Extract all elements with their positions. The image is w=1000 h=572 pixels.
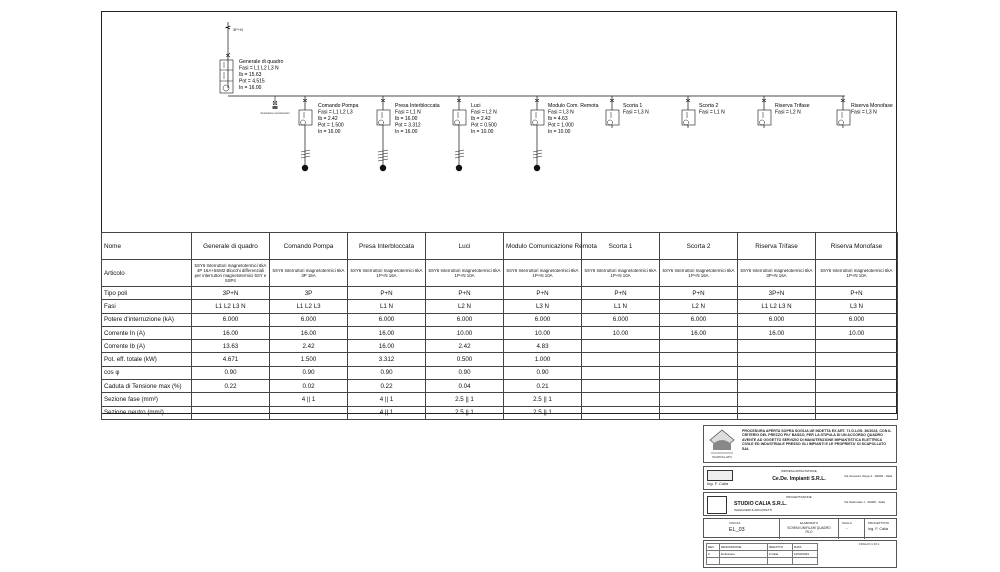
circuit-line: Pot = 3.312 bbox=[395, 122, 421, 129]
table-cell bbox=[738, 406, 816, 419]
table-cell bbox=[738, 340, 816, 353]
table-cell: P+N bbox=[426, 287, 504, 300]
tavola-value: EL_03 bbox=[729, 527, 745, 533]
row-label: Articolo bbox=[102, 260, 192, 287]
supply-label: 3F+N bbox=[233, 27, 243, 32]
table-cell: 0.21 bbox=[504, 380, 582, 393]
circuit-line: In = 16.00 bbox=[318, 129, 341, 135]
circuit-line: Fasi = L2 N bbox=[471, 109, 497, 116]
title-block-contractor bbox=[703, 466, 897, 490]
table-cell: 1.500 bbox=[270, 353, 348, 366]
circuit-line: Fasi = L3 N bbox=[851, 109, 877, 116]
table-cell: L1 L2 L3 N bbox=[192, 300, 270, 313]
row-label: Corrente In (A) bbox=[102, 326, 192, 339]
table-cell: L1 N bbox=[348, 300, 426, 313]
rev-cell bbox=[793, 558, 818, 565]
surge-arrester-label: Scaricatore sovratensioni bbox=[260, 112, 290, 115]
circuit-line: Fasi = L1 N bbox=[699, 109, 725, 116]
table-cell: 0.90 bbox=[348, 366, 426, 379]
table-cell bbox=[816, 380, 898, 393]
row-label: Tipo poli bbox=[102, 287, 192, 300]
row-label: Pot. eff. totale (kW) bbox=[102, 353, 192, 366]
designer-subtitle: INGEGNERI & ARCHITETTI bbox=[734, 508, 773, 512]
row-label: Potere d'interruzione (kA) bbox=[102, 313, 192, 326]
circuit-line: In = 10.00 bbox=[471, 129, 494, 135]
table-cell: 4 || 1 bbox=[348, 393, 426, 406]
table-cell: 0.90 bbox=[504, 366, 582, 379]
title-block-revisions bbox=[703, 540, 897, 568]
table-cell: 2.5 || 1 bbox=[504, 393, 582, 406]
table-row bbox=[102, 340, 898, 353]
table-cell: L2 N bbox=[660, 300, 738, 313]
table-cell: 0.500 bbox=[426, 353, 504, 366]
circuit-line: Pot = 0.500 bbox=[471, 122, 497, 129]
table-row bbox=[102, 326, 898, 339]
revision-table bbox=[706, 543, 818, 565]
table-cell bbox=[660, 340, 738, 353]
designer-role: PROGETTAZIONE bbox=[786, 495, 812, 499]
table-cell: 0.90 bbox=[270, 366, 348, 379]
table-cell: 6.000 bbox=[738, 313, 816, 326]
table-cell bbox=[738, 380, 816, 393]
single-line-diagram bbox=[0, 0, 1000, 232]
table-cell: 5SY6 Interruttori magnetotermici 6kA 3P 16A bbox=[270, 260, 348, 287]
scala-value: - bbox=[846, 526, 848, 531]
circuit-line: Fasi = L1 N bbox=[395, 109, 421, 116]
table-cell bbox=[660, 406, 738, 419]
circuit-name: Comando Pompa bbox=[318, 103, 359, 109]
table-cell: P+N bbox=[660, 287, 738, 300]
rev-cell: 10/03/2024 bbox=[793, 551, 818, 558]
table-cell bbox=[738, 393, 816, 406]
circuit-riserva-trifase bbox=[758, 96, 810, 128]
title-block-sheet-info bbox=[703, 518, 897, 538]
header-label: Nome bbox=[102, 233, 192, 260]
circuit-line: Fasi = L3 N bbox=[548, 109, 574, 116]
row-label: Corrente Ib (A) bbox=[102, 340, 192, 353]
table-header-row bbox=[102, 233, 898, 260]
table-cell: 10.00 bbox=[816, 326, 898, 339]
table-cell: 5SY6 Interruttori magnetotermici 6kA 4P 16A+5SM2 Blocchi differenziali per interruttori magnetotermici 5SY e 5SP4 bbox=[192, 260, 270, 287]
table-cell: 0.02 bbox=[270, 380, 348, 393]
table-cell: L1 L2 L3 N bbox=[738, 300, 816, 313]
table-cell: 1.000 bbox=[504, 353, 582, 366]
table-cell: 16.00 bbox=[192, 326, 270, 339]
main-breaker-name: Generale di quadro bbox=[239, 59, 284, 65]
table-cell bbox=[816, 353, 898, 366]
table-cell bbox=[660, 366, 738, 379]
table-cell bbox=[192, 393, 270, 406]
table-cell: 3P+N bbox=[738, 287, 816, 300]
table-cell: 4 || 1 bbox=[348, 406, 426, 419]
table-cell bbox=[816, 393, 898, 406]
scala-label: SCALA bbox=[842, 521, 852, 525]
table-cell: 6.000 bbox=[270, 313, 348, 326]
table-cell bbox=[660, 380, 738, 393]
row-label: cos φ bbox=[102, 366, 192, 379]
surge-arrester-symbol bbox=[273, 96, 278, 109]
rev-header: REDATTO bbox=[768, 544, 793, 551]
table-cell: L1 N bbox=[582, 300, 660, 313]
row-label: Fasi bbox=[102, 300, 192, 313]
table-cell: 3P bbox=[270, 287, 348, 300]
rev-cell: 0 bbox=[707, 551, 720, 558]
contractor-address: Via Giovanni Verga 4 - 00000 - Italia bbox=[844, 474, 893, 478]
table-cell: 5SY6 Interruttori magnetotermici 6kA 1P+N 16A bbox=[348, 260, 426, 287]
table-row bbox=[102, 393, 898, 406]
table-cell: 5SY6 Interruttori magnetotermici 6kA 3P+N 16A bbox=[738, 260, 816, 287]
table-row bbox=[102, 353, 898, 366]
table-cell: 10.00 bbox=[582, 326, 660, 339]
table-cell bbox=[582, 366, 660, 379]
circuit-luci bbox=[453, 96, 497, 171]
table-cell bbox=[582, 340, 660, 353]
table-cell: 4.83 bbox=[504, 340, 582, 353]
circuit-line: Ib = 2.42 bbox=[318, 116, 338, 122]
table-cell bbox=[270, 406, 348, 419]
table-cell bbox=[816, 340, 898, 353]
rev-header: DATA bbox=[793, 544, 818, 551]
circuit-scorta-2 bbox=[682, 96, 725, 128]
contractor-logo bbox=[707, 470, 733, 481]
column-header: Riserva Trifase bbox=[738, 233, 816, 260]
main-breaker-symbol bbox=[220, 53, 233, 93]
table-cell: P+N bbox=[816, 287, 898, 300]
table-cell: 3.312 bbox=[348, 353, 426, 366]
rev-cell: Emissione bbox=[720, 551, 768, 558]
table-cell: 4 || 1 bbox=[270, 393, 348, 406]
table-cell: 4.671 bbox=[192, 353, 270, 366]
column-header: Generale di quadro bbox=[192, 233, 270, 260]
divider bbox=[838, 519, 839, 539]
table-cell: 2.5 || 1 bbox=[426, 406, 504, 419]
designer-logo bbox=[707, 496, 727, 514]
table-cell bbox=[816, 366, 898, 379]
circuit-line: Fasi = L3 N bbox=[623, 109, 649, 116]
circuit-presa-interbloccata bbox=[377, 96, 440, 171]
table-cell bbox=[582, 406, 660, 419]
table-cell bbox=[738, 366, 816, 379]
rev-cell bbox=[768, 558, 793, 565]
designer-address: Via Nazionale 1 - 00000 - Italia bbox=[844, 500, 885, 504]
table-row bbox=[102, 313, 898, 326]
table-cell: 2.42 bbox=[270, 340, 348, 353]
circuit-line: In = 16.00 bbox=[395, 129, 418, 135]
table-cell: 16.00 bbox=[270, 326, 348, 339]
column-header: Modulo Comunicazione Remota bbox=[504, 233, 582, 260]
table-cell bbox=[816, 406, 898, 419]
contractor-signature: Ing. F. Calia bbox=[707, 481, 729, 486]
table-cell: 5SY6 Interruttori magnetotermici 6kA 1P+N 10A bbox=[504, 260, 582, 287]
table-cell: L2 N bbox=[426, 300, 504, 313]
table-cell: 0.22 bbox=[192, 380, 270, 393]
row-label: Sezione neutro (mm²) bbox=[102, 406, 192, 419]
table-cell: P+N bbox=[582, 287, 660, 300]
row-label: Caduta di Tensione max (%) bbox=[102, 380, 192, 393]
divider bbox=[779, 519, 780, 539]
table-cell: L1 L2 L3 bbox=[270, 300, 348, 313]
circuit-line: In = 10.00 bbox=[548, 129, 571, 135]
column-header: Scorta 1 bbox=[582, 233, 660, 260]
table-cell: L3 N bbox=[504, 300, 582, 313]
column-header: Riserva Monofase bbox=[816, 233, 898, 260]
circuit-line: Ib = 16.00 bbox=[395, 116, 418, 122]
table-cell: 13.63 bbox=[192, 340, 270, 353]
table-cell: L3 N bbox=[816, 300, 898, 313]
circuit-line: Ib = 4.63 bbox=[548, 116, 568, 122]
client-logo-caption: SCAPOLLATO bbox=[712, 455, 732, 459]
rev-cell: F.Calia bbox=[768, 551, 793, 558]
circuit-modulo-com-remota bbox=[531, 96, 599, 171]
circuit-scorta-1 bbox=[606, 96, 649, 128]
table-row bbox=[102, 406, 898, 419]
table-cell: 0.90 bbox=[192, 366, 270, 379]
table-cell: 16.00 bbox=[660, 326, 738, 339]
tavola-label: TAVOLA bbox=[729, 521, 741, 525]
table-cell: 3P+N bbox=[192, 287, 270, 300]
table-cell: 0.04 bbox=[426, 380, 504, 393]
circuit-name: Modulo Com. Remota bbox=[548, 103, 599, 109]
table-cell bbox=[738, 353, 816, 366]
rev-header: REV bbox=[707, 544, 720, 551]
table-body bbox=[102, 287, 898, 420]
table-cell: 2.42 bbox=[426, 340, 504, 353]
table-cell: 6.000 bbox=[816, 313, 898, 326]
table-cell: 5SY6 Interruttori magnetotermici 6kA 1P+N 16A bbox=[660, 260, 738, 287]
title-block-project bbox=[703, 425, 897, 463]
divider bbox=[864, 519, 865, 539]
table-cell: 16.00 bbox=[348, 326, 426, 339]
circuit-line: Ib = 2.42 bbox=[471, 116, 491, 122]
table-cell bbox=[582, 393, 660, 406]
rev-header: DESCRIZIONE bbox=[720, 544, 768, 551]
table-row bbox=[102, 300, 898, 313]
circuit-comando-pompa bbox=[299, 96, 358, 171]
subject-value: SCHEMI UNIFILARI QUADRO FILO bbox=[787, 526, 831, 535]
table-row bbox=[102, 366, 898, 379]
circuit-name: Riserva Monofase bbox=[851, 103, 893, 109]
table-cell bbox=[582, 353, 660, 366]
title-block-designer bbox=[703, 492, 897, 516]
circuit-name: Scorta 1 bbox=[623, 103, 643, 109]
sheet-number: FOGLIO 1 DI 1 bbox=[859, 542, 880, 546]
table-cell bbox=[192, 406, 270, 419]
circuit-name: Presa Interbloccata bbox=[395, 103, 440, 109]
circuit-name: Riserva Trifase bbox=[775, 103, 810, 109]
table-cell: 16.00 bbox=[738, 326, 816, 339]
table-cell bbox=[660, 393, 738, 406]
table-cell: P+N bbox=[504, 287, 582, 300]
main-breaker-line: Fasi = L1 L2 L3 N bbox=[239, 65, 279, 72]
table-cell bbox=[582, 380, 660, 393]
column-header: Comando Pompa bbox=[270, 233, 348, 260]
table-cell: 2.5 || 1 bbox=[504, 406, 582, 419]
contractor-role: IMPRESA APPALTATRICE bbox=[781, 469, 817, 473]
table-row bbox=[102, 287, 898, 300]
column-header: Luci bbox=[426, 233, 504, 260]
circuit-name: Scorta 2 bbox=[699, 103, 719, 109]
circuit-name: Luci bbox=[471, 103, 481, 109]
rev-cell bbox=[720, 558, 768, 565]
circuit-line: Pot = 1.000 bbox=[548, 122, 574, 129]
table-cell: 2.5 || 1 bbox=[426, 393, 504, 406]
table-cell: 10.00 bbox=[426, 326, 504, 339]
column-header: Scorta 2 bbox=[660, 233, 738, 260]
circuit-line: Fasi = L2 N bbox=[775, 109, 801, 116]
row-label: Sezione fase (mm²) bbox=[102, 393, 192, 406]
table-cell: 16.00 bbox=[348, 340, 426, 353]
subject-label: ELABORATO bbox=[799, 521, 819, 525]
table-cell: P+N bbox=[348, 287, 426, 300]
circuit-line: Fasi = L1 L2 L3 bbox=[318, 109, 353, 116]
contractor-name: Ce.De. Impianti S.R.L. bbox=[772, 476, 826, 482]
table-cell: 6.000 bbox=[504, 313, 582, 326]
table-cell: 5SY6 Interruttori magnetotermici 6kA 1P+N 10A bbox=[426, 260, 504, 287]
table-cell: 5SY6 Interruttori magnetotermici 6kA 1P+N 10A bbox=[582, 260, 660, 287]
table-row-articolo bbox=[102, 260, 898, 287]
circuit-line: Pot = 1.500 bbox=[318, 122, 344, 129]
table-cell: 6.000 bbox=[582, 313, 660, 326]
circuit-spec-table bbox=[101, 232, 898, 420]
table-row bbox=[102, 380, 898, 393]
table-cell: 6.000 bbox=[348, 313, 426, 326]
rev-cell bbox=[707, 558, 720, 565]
table-cell: 5SY6 Interruttori magnetotermici 6kA 1P+N 10A bbox=[816, 260, 898, 287]
table-cell: 6.000 bbox=[426, 313, 504, 326]
designer-name: STUDIO CALIA S.R.L. bbox=[734, 501, 787, 507]
table-cell bbox=[660, 353, 738, 366]
table-cell: 6.000 bbox=[660, 313, 738, 326]
main-breaker-line: In = 16.00 bbox=[239, 85, 262, 91]
table-cell: 6.000 bbox=[192, 313, 270, 326]
main-breaker-line: Pot = 4.515 bbox=[239, 78, 265, 85]
table-cell: 0.90 bbox=[426, 366, 504, 379]
column-header: Presa Interbloccata bbox=[348, 233, 426, 260]
circuit-riserva-monofase bbox=[837, 96, 893, 128]
table-cell: 10.00 bbox=[504, 326, 582, 339]
project-description: PROCEDURA APERTA SOPRA SOGLIA UE INDETTA EX ART. 71 D.LGS. 36/2023, CON IL CRITERIO DEL PREZZO PIU' BASSO, PER LA STIPULA DI UN ACCORDO QUADRO AVENTE AD OGGETTO SERVIZIO DI MANUTENZIONE IMPIANTISTICA ELETTRICA CIVILE ED INDUSTRIALE PRESSO GLI IMPIANTI E LE PROPRIETA' DI SCAPOLLATO SAL bbox=[742, 429, 892, 451]
progettista-label: PROGETTISTA bbox=[868, 521, 889, 525]
progettista-value: Ing. F. Calia bbox=[868, 527, 889, 531]
main-breaker-line: Ib = 15.63 bbox=[239, 72, 262, 78]
table-cell: 0.22 bbox=[348, 380, 426, 393]
